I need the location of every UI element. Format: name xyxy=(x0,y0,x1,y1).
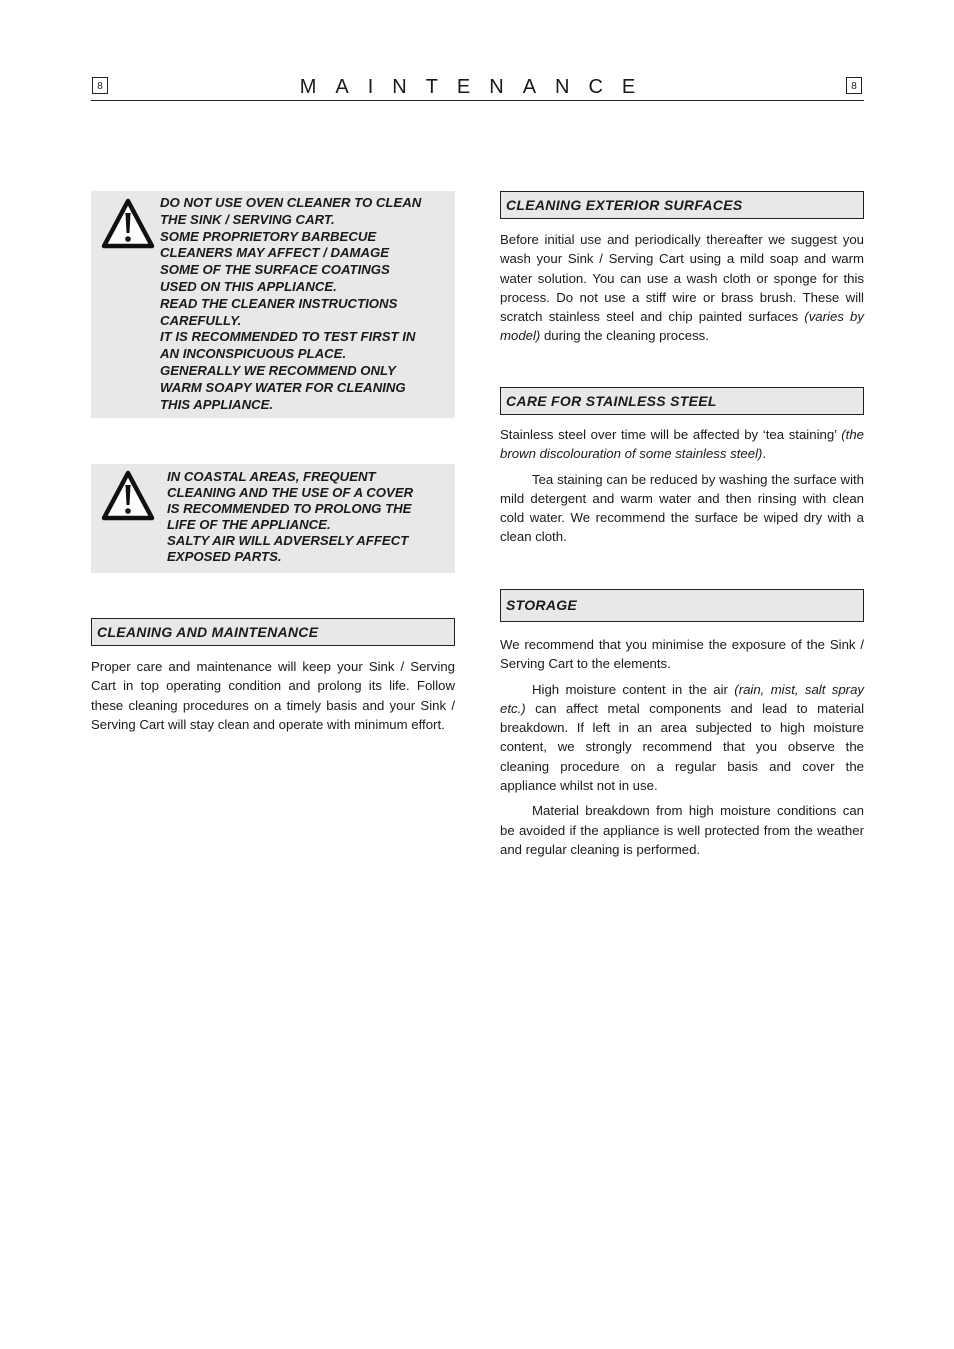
section-body-storage xyxy=(500,635,864,865)
text-run: . xyxy=(762,446,767,462)
warning-box-coastal xyxy=(91,464,455,573)
section-body-exterior xyxy=(500,230,864,352)
section-body-cleaning-maintenance xyxy=(91,657,455,740)
paragraph: Proper care and maintenance will keep your Sink / Serving Cart in top operating condition and prolong its life. Follow these cleaning procedures on a timely basis and your Sink / Serving Cart will stay clean and operate with minimum effort. xyxy=(91,659,455,732)
paragraph: Tea staining can be reduced by washing the surface with mild detergent and warm water and then rinsing with clean cold water. We recommend the surface be wiped dry with a clean cloth. xyxy=(500,471,864,545)
section-heading-cleaning-maintenance: CLEANING AND MAINTENANCE xyxy=(91,618,455,646)
warning-line: IS RECOMMENDED TO PROLONG THE xyxy=(167,501,412,516)
page-number-left: 8 xyxy=(92,77,108,94)
page-title: MAINTENANCE xyxy=(299,76,655,98)
section-heading-storage: STORAGE xyxy=(500,589,864,622)
warning-line: SOME PROPRIETORY BARBECUE xyxy=(160,228,377,244)
paragraph: We recommend that you minimise the exposure of the Sink / Serving Cart to the elements. xyxy=(500,637,864,672)
paragraph xyxy=(500,230,864,346)
warning-line: READ THE CLEANER INSTRUCTIONS xyxy=(160,295,398,311)
header-rule xyxy=(91,100,864,101)
paragraph: Material breakdown from high moisture conditions can be avoided if the appliance is well protected from the weather and regular cleaning is performed. xyxy=(500,803,864,857)
warning-text xyxy=(160,195,450,413)
warning-line: THIS APPLIANCE. xyxy=(160,396,274,412)
text-run-italic: (the brown discolouration of some stainless steel) xyxy=(500,427,864,462)
text-run: can affect metal components and lead to material breakdown. If left in an area subjected to high moisture content, we strongly recommend that you observe the cleaning procedure on a regular basis and cover the appliance whilst not in use. xyxy=(500,700,864,794)
warning-line: CLEANERS MAY AFFECT / DAMAGE xyxy=(160,245,390,261)
text-run: High moisture content in the air xyxy=(532,681,735,697)
warning-line: IT IS RECOMMENDED TO TEST FIRST IN xyxy=(160,329,416,345)
text-run: during the cleaning process. xyxy=(540,328,709,344)
warning-line: EXPOSED PARTS. xyxy=(167,549,282,564)
warning-text xyxy=(167,469,451,565)
warning-line: THE SINK / SERVING CART. xyxy=(160,211,335,227)
paragraph xyxy=(500,680,864,796)
warning-line: GENERALLY WE RECOMMEND ONLY xyxy=(160,362,396,378)
warning-line: CAREFULLY. xyxy=(160,312,242,328)
paragraph xyxy=(500,425,864,464)
warning-triangle-icon xyxy=(101,197,155,251)
text-run: Before initial use and periodically thereafter we suggest you wash your Sink / Serving Cart using a mild soap and warm water solution. You can use a wash cloth or sponge for this process. Do not use a stiff wire or brass brush. These will scratch stainless steel and chip painted surfaces xyxy=(500,232,864,325)
section-heading-exterior: CLEANING EXTERIOR SURFACES xyxy=(500,191,864,219)
warning-box-oven-cleaner xyxy=(91,191,455,418)
warning-line: DO NOT USE OVEN CLEANER TO CLEAN xyxy=(160,195,422,210)
section-heading-stainless: CARE FOR STAINLESS STEEL xyxy=(500,387,864,415)
warning-line: WARM SOAPY WATER FOR CLEANING xyxy=(160,379,406,395)
warning-line: SALTY AIR WILL ADVERSELY AFFECT xyxy=(167,533,409,548)
warning-line: IN COASTAL AREAS, FREQUENT xyxy=(167,469,376,484)
warning-line: SOME OF THE SURFACE COATINGS xyxy=(160,262,390,278)
warning-line: LIFE OF THE APPLIANCE. xyxy=(167,517,331,532)
page-number-right: 8 xyxy=(846,77,862,94)
text-run: Stainless steel over time will be affected by ‘tea staining’ xyxy=(500,427,842,442)
warning-line: AN INCONSPICUOUS PLACE. xyxy=(160,346,347,362)
warning-triangle-icon xyxy=(101,469,155,523)
text-run-italic: (varies by model) xyxy=(500,309,864,344)
section-body-stainless xyxy=(500,425,864,553)
warning-line: CLEANING AND THE USE OF A COVER xyxy=(167,485,414,500)
warning-line: USED ON THIS APPLIANCE. xyxy=(160,278,337,294)
text-run-italic: (rain, mist, salt spray etc.) xyxy=(500,681,864,716)
